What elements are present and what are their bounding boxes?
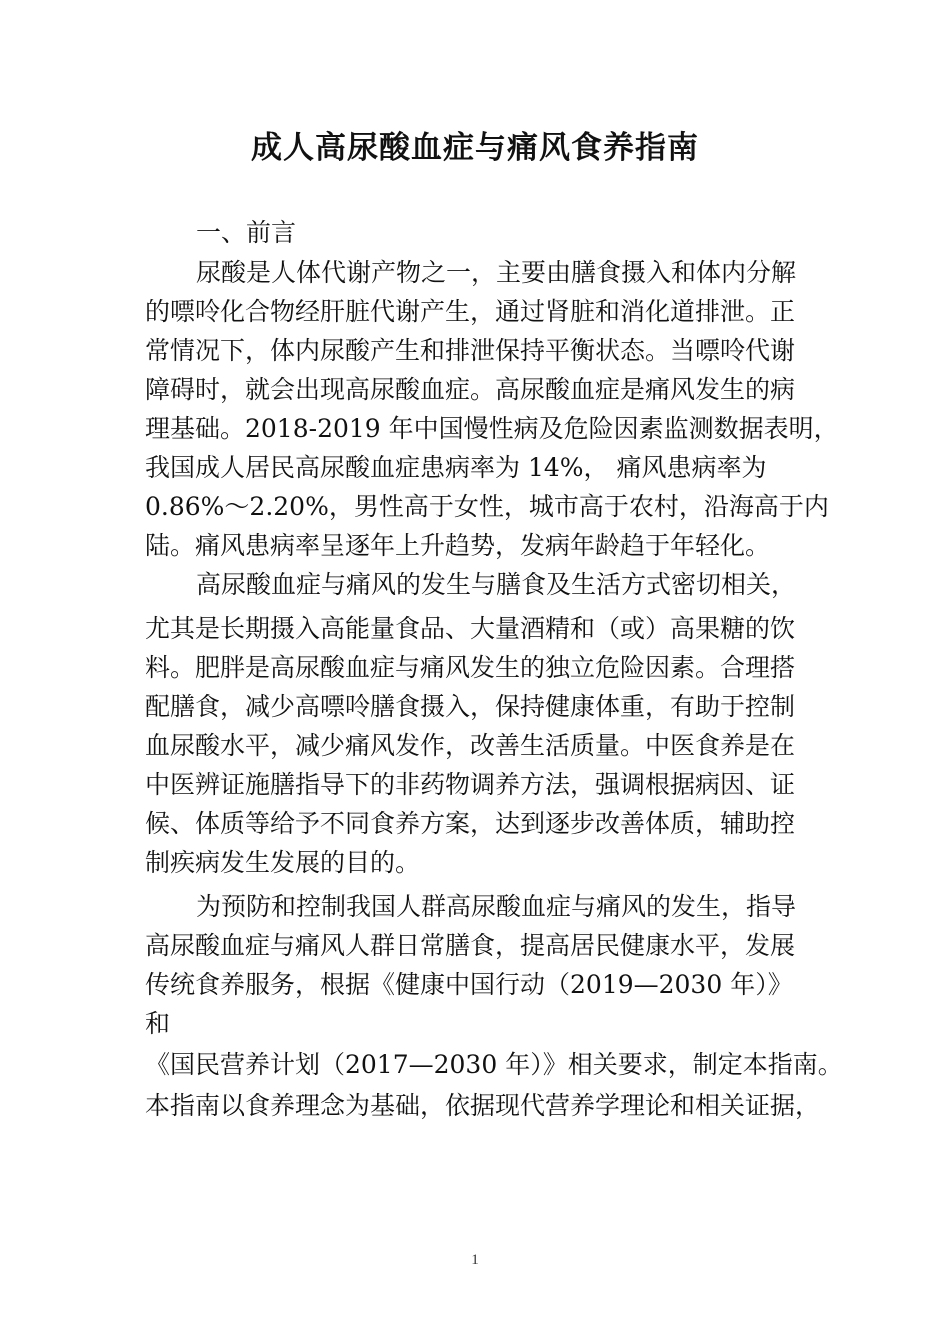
text-line: 高尿酸血症与痛风人群日常膳食，提高居民健康水平，发展 xyxy=(145,931,796,960)
text-line: 尤其是长期摄入高能量食品、大量酒精和（或）高果糖的饮 xyxy=(145,614,796,643)
section-heading: 一、前言 xyxy=(196,218,297,247)
text-line: 为预防和控制我国人群高尿酸血症与痛风的发生，指导 xyxy=(196,892,797,921)
text-line: 尿酸是人体代谢产物之一，主要由膳食摄入和体内分解 xyxy=(196,258,797,287)
text-line: 配膳食，减少高嘌呤膳食摄入，保持健康体重，有助于控制 xyxy=(145,692,796,721)
text-line: 常情况下，体内尿酸产生和排泄保持平衡状态。当嘌呤代谢 xyxy=(145,336,796,365)
page-number: 1 xyxy=(471,1252,479,1268)
text-line: 0.86%～2.20%，男性高于女性，城市高于农村，沿海高于内 xyxy=(145,492,829,521)
text-line: 的嘌呤化合物经肝脏代谢产生，通过肾脏和消化道排泄。正 xyxy=(145,297,796,326)
text-line: 候、体质等给予不同食养方案，达到逐步改善体质，辅助控 xyxy=(145,809,796,838)
text-line: 制疾病发生发展的目的。 xyxy=(145,848,421,877)
text-line: 中医辨证施膳指导下的非药物调养方法，强调根据病因、证 xyxy=(145,770,796,799)
text-line: 传统食养服务，根据《健康中国行动（2019—2030 年）》 xyxy=(145,970,793,999)
page-title: 成人高尿酸血症与痛风食养指南 xyxy=(251,130,699,166)
text-line: 我国成人居民高尿酸血症患病率为 14%， 痛风患病率为 xyxy=(145,453,767,482)
text-line: 和 xyxy=(145,1009,171,1038)
text-line: 高尿酸血症与痛风的发生与膳食及生活方式密切相关， xyxy=(196,570,797,599)
text-line: 理基础。2018-2019 年中国慢性病及危险因素监测数据表明， xyxy=(145,414,839,443)
text-line: 陆。痛风患病率呈逐年上升趋势，发病年龄趋于年轻化。 xyxy=(145,531,771,560)
text-line: 料。肥胖是高尿酸血症与痛风发生的独立危险因素。合理搭 xyxy=(145,653,796,682)
text-line: 障碍时，就会出现高尿酸血症。高尿酸血症是痛风发生的病 xyxy=(145,375,796,404)
text-line: 本指南以食养理念为基础，依据现代营养学理论和相关证据， xyxy=(145,1091,821,1120)
text-line: 《国民营养计划（2017—2030 年）》相关要求，制定本指南。 xyxy=(145,1050,843,1079)
text-line: 血尿酸水平，减少痛风发作，改善生活质量。中医食养是在 xyxy=(145,731,796,760)
